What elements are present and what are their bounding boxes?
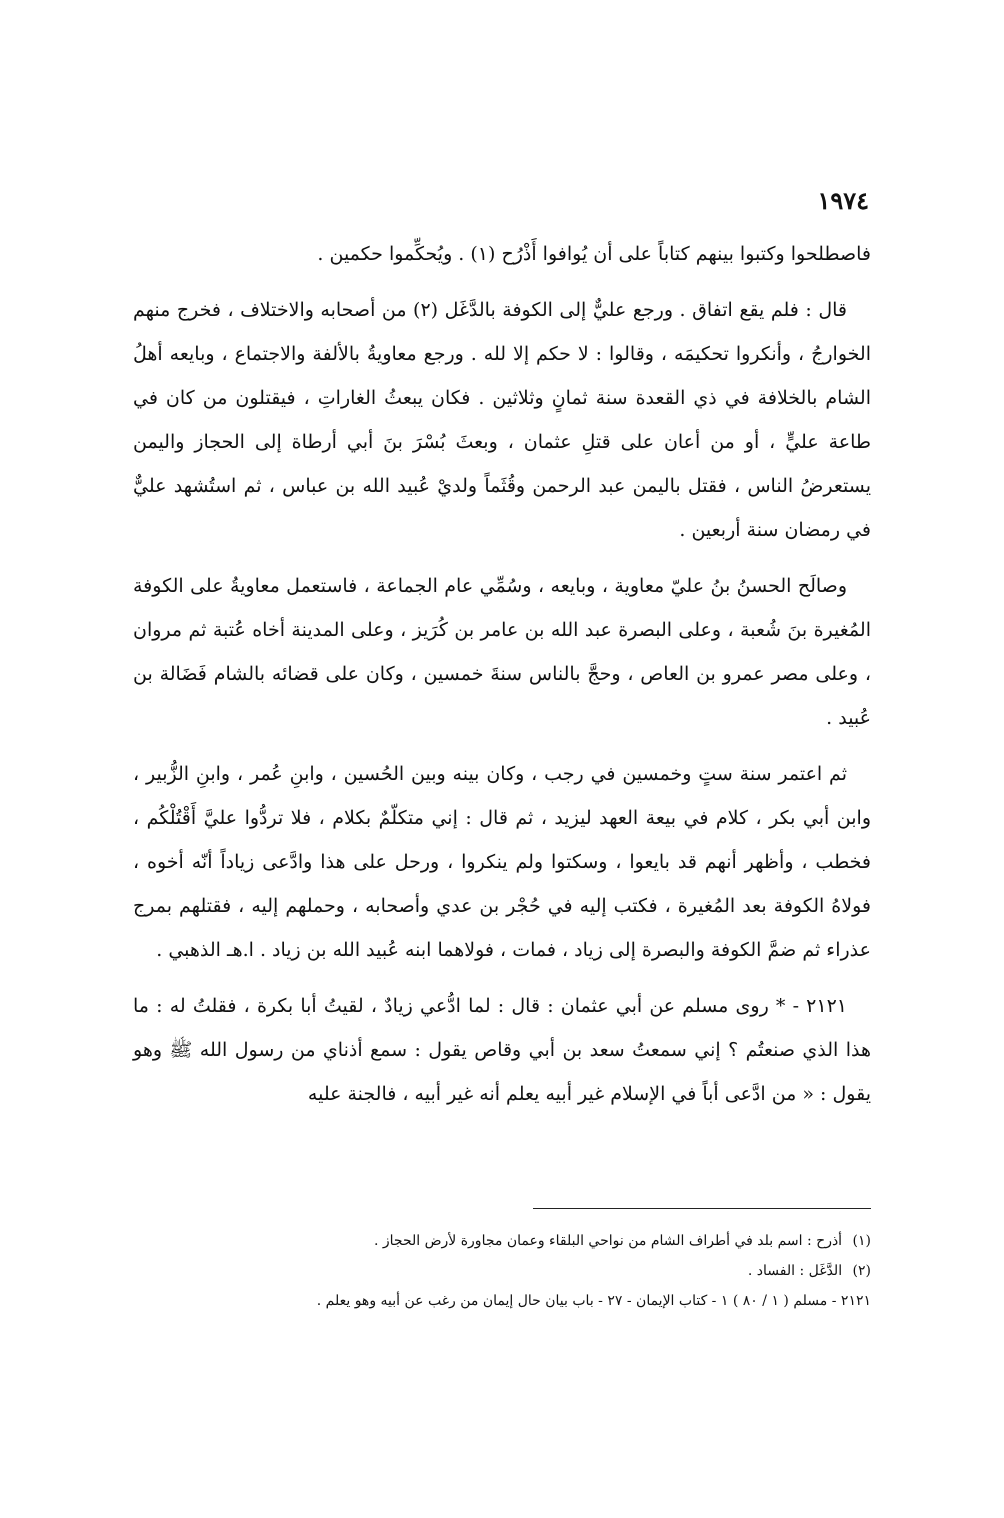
footnote-source <box>133 1286 871 1316</box>
hadith-2121: ٢١٢١ - * روى مسلم عن أبي عثمان : قال : لما ادُّعي زيادٌ ، لقيتُ أبا بكرة ، فقلتُ له : ما هذا الذي صنعتُم ؟ إني سمعتُ سعد بن أبي وقاص يقول : سمع أذناي من رسول الله ﷺ وهو يقول : « من ادَّعى أباً في الإسلام غير أبيه يعلم أنه غير أبيه ، فالجنة عليه <box>133 995 871 1105</box>
paragraph-2: قال : فلم يقع اتفاق . ورجع عليٌّ إلى الكوفة بالدَّغَل (٢) من أصحابه والاختلاف ، فخرج منهم الخوارجُ ، وأنكروا تحكيمَه ، وقالوا : لا حكم إلا لله . ورجع معاويةُ بالألفة والاجتماع ، وبايعه أهلُ الشام بالخلافة في ذي القعدة سنة ثمانٍ وثلاثين . فكان يبعثُ الغاراتِ ، فيقتلون من كان في طاعة عليٍّ ، أو من أعان على قتلِ عثمان ، وبعثَ بُسْرَ بنَ أبي أرطاة إلى الحجاز واليمن يستعرضُ الناس ، فقتل باليمن عبد الرحمن وقُثَماً ولديْ عُبيد الله بن عباس ، ثم استُشهد عليٌّ في رمضان سنة أربعين . <box>133 299 871 541</box>
footnote-1 <box>133 1226 871 1256</box>
footnote-2 <box>133 1256 871 1286</box>
footnote-marker: (١) <box>852 1233 871 1249</box>
main-text <box>133 232 871 1128</box>
paragraph-1: فاصطلحوا وكتبوا بينهم كتاباً على أن يُوافوا أَذْرُح (١) . ويُحكِّموا حكمين . <box>317 243 871 265</box>
page-number: ١٩٧٤ <box>817 186 869 215</box>
footnote-marker: (٢) <box>852 1263 871 1279</box>
footnotes <box>133 1226 871 1316</box>
paragraph-4: ثم اعتمر سنة ستٍ وخمسين في رجب ، وكان بينه وبين الحُسين ، وابنِ عُمر ، وابنِ الزُّبير ، وابن أبي بكر ، كلام في بيعة العهد ليزيد ، ثم قال : إني متكلّمٌ بكلام ، فلا تردُّوا عليَّ أَقْتُلْكُم ، فخطب ، وأظهر أنهم قد بايعوا ، وسكتوا ولم ينكروا ، ورحل على هذا وادَّعى زياداً أنّه أخوه ، فولاهُ الكوفة بعد المُغيرة ، فكتب إليه في حُجْر بن عدي وأصحابه ، وحملهم إليه ، فقتلهم بمرج عذراء ثم ضمَّ الكوفة والبصرة إلى زياد ، فمات ، فولاهما ابنه عُبيد الله بن زياد . ا.هـ الذهبي . <box>133 763 871 961</box>
paragraph-3: وصالَح الحسنُ بنُ عليّ معاوية ، وبايعه ، وسُمِّي عام الجماعة ، فاستعمل معاويةُ على الكوفة المُغيرة بنَ شُعبة ، وعلى البصرة عبد الله بن عامر بن كُرَيز ، وعلى المدينة أخاه عُتبة ثم مروان ، وعلى مصر عمرو بن العاص ، وحجَّ بالناس سنةَ خمسين ، وكان على قضائه بالشام فَضَالة بن عُبيد . <box>133 575 871 729</box>
footnote-divider <box>533 1208 871 1209</box>
footnote-text: الدَّغَل : الفساد . <box>747 1263 843 1279</box>
footnote-text: أذرح : اسم بلد في أطراف الشام من نواحي البلقاء وعمان مجاورة لأرض الحجاز . <box>373 1233 843 1249</box>
footnote-text: ٢١٢١ - مسلم ( ١ / ٨٠ ) ١ - كتاب الإيمان - ٢٧ - باب بيان حال إيمان من رغب عن أبيه وهو يعلم . <box>316 1293 871 1309</box>
